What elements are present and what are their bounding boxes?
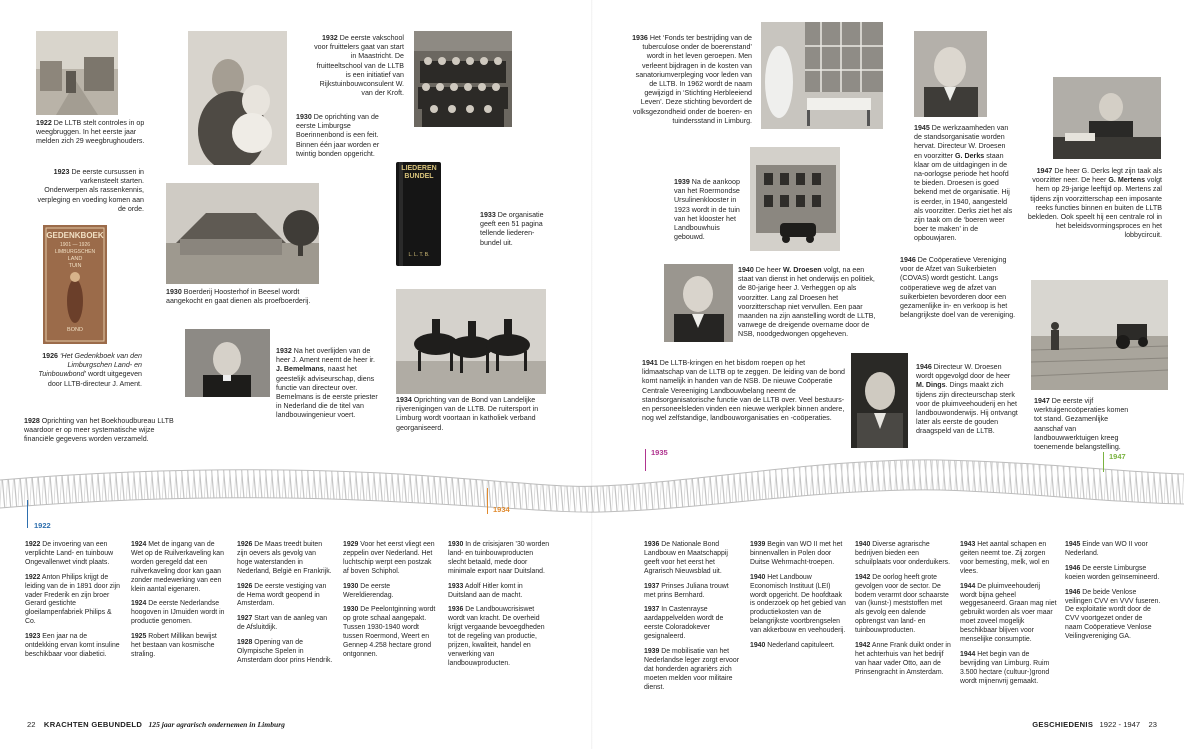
- text-1946-dings: 1946 Directeur W. Droesen wordt opgevolgd door de heer M. Dings. Dings maakt zich tijdens zijn directeurschap sterk voor de pluimveehouderij en het landbouwonderwijs. Hij ontvangt later als eerste de gouden draagspeld van de LLTB.: [916, 363, 1018, 436]
- page-number-right: 23: [1148, 720, 1157, 729]
- timeline-entry: [644, 648, 740, 693]
- text-1939-landbouwhuis: 1939 Na de aankoop van het Roermondse Ursulinenklooster in 1923 wordt in de tuin van het klooster het Landbouwhuis gebouwd.: [674, 178, 740, 242]
- timeline-entry-year: 1946: [1065, 588, 1081, 596]
- text-1936-tuberculose: 1936 Het ‘Fonds ter bestrijding van de tuberculose onder de boerenstand’ wordt in het leven geroepen. Men verleent bijdragen in de kosten van sanatoriumverpleging voor leden van de LLTB. In 1962 wordt de naam gewijzigd in ‘Stichting Herbleeiend Leven’. Deze stichting bevordert de volksgezondheid onder de boeren- en tuindersstand in Limburg.: [632, 34, 752, 125]
- bottom-column-7: [750, 541, 846, 657]
- timeline-entry-text: De Landbouwcrisiswet wordt van kracht. De overheid krijgt vergaande bevoegdheden tot de regeling van productie, prijzen, kwaliteit, handel en verwerking van landbouwproducten.: [448, 606, 545, 667]
- timeline-entry: [237, 541, 333, 577]
- timeline-entry-text: Met de ingang van de Wet op de Ruilverkaveling kan worden geregeld dat een ruilverkaveling door kan gaan zonder medewerking van een klein aantal eigenaren.: [131, 541, 224, 593]
- text-1941-nsb: 1941 De LLTB-kringen en het bisdom roepen op het lidmaatschap van de LLTB op te zeggen. De leiding van de bond komt namelijk in handen van de NSB. De nieuwe Coöperatie Centrale Vereeniging Landbouwbelang neemt de standsorganisatorische functie van de LLTB over. Veel bestuurs- en personeelsleden vinden een nieuwe werkplek binnen andere, nog wel zelfstandige, landbouworganisaties en -coöperaties.: [642, 359, 845, 423]
- timeline-entry-year: 1942: [855, 642, 871, 650]
- text-1930-hoosterhof: 1930 Boerderij Hoosterhof in Beesel wordt aangekocht en gaat dienen als proefboerderij.: [166, 288, 311, 306]
- timeline-entry: [343, 541, 437, 577]
- timeline-entry-text: Anne Frank duikt onder in het achterhuis van het bedrijf van haar vader Otto, aan de Prinsengracht in Amsterdam.: [855, 642, 951, 676]
- timeline-entry-text: De eerste vestiging van de Hema wordt geopend in Amsterdam.: [237, 582, 327, 608]
- timeline-entry-text: De Maas treedt buiten zijn oevers als gevolg van hoge waterstanden in Nederland, België en Frankrijk.: [237, 541, 332, 575]
- timeline-entry-year: 1924: [131, 541, 147, 548]
- bottom-column-1: [25, 541, 121, 666]
- text-1933-liederenbundel: 1933 De organisatie geeft een 51 pagina tellende liederen-bundel uit.: [480, 211, 544, 247]
- timeline-entry-text: De Nationale Bond Landbouw en Maatschappij geeft voor het eerst het Agrarisch Nieuwsblad uit.: [644, 541, 728, 575]
- timeline-entry: [1065, 565, 1161, 583]
- label-1934: 1934: [493, 505, 510, 514]
- timeline-entry-year: 1936: [448, 606, 464, 614]
- label-1935: 1935: [651, 448, 668, 457]
- timeline-entry-year: 1942: [855, 573, 871, 581]
- timeline-entry: [644, 541, 740, 577]
- timeline-entry-text: Robert Millikan bewijst het bestaan van kosmische straling.: [131, 633, 217, 658]
- timeline-entry-year: 1930: [448, 541, 464, 548]
- text-1945-derks: 1945 De werkzaamheden van de standsorganisatie worden hervat. Directeur W. Droesen en voorzitter G. Derks staan klaar om de uitdagingen in de na-oorlogse periode het hoofd te bieden. Droesen is goed bekend met de organisatie. Hij is eerder, in 1940, aangesteld als voorzitter. Derks ziet het als zijn taak om de ‘boeren weer boer te maken’ in de opbouwjaren.: [914, 124, 1013, 243]
- bottom-column-5: [448, 541, 550, 675]
- timeline-entry: [343, 583, 437, 601]
- timeline-entry-year: 1944: [960, 582, 976, 590]
- horses-riders-photo: [396, 289, 546, 394]
- chapter-title: GESCHIEDENIS: [1032, 720, 1094, 729]
- page-fold: [591, 0, 593, 749]
- label-1947: 1947: [1109, 452, 1126, 461]
- dings-portrait: [851, 353, 908, 448]
- timeline-entry-year: 1924: [131, 600, 147, 608]
- timeline-entry-text: De eerste Wereldierendag.: [343, 582, 394, 599]
- bottom-column-2: [131, 541, 227, 666]
- text-1946-covas: 1946 De Coöperatieve Vereniging voor de Afzet van Suikerbieten (COVAS) wordt gesticht. Langs coöperatieve weg de afzet van suikerbieten bevorderen door een gezamenlijke in- en verkoop is het belangrijkste doel van de vereniging.: [900, 256, 1016, 320]
- book-subtitle: 125 jaar agrarisch ondernemen in Limburg: [148, 720, 285, 729]
- book-line2: BUNDEL: [404, 173, 434, 180]
- gedenkboek-cover: [43, 225, 107, 344]
- mertens-desk-photo: [1053, 77, 1161, 159]
- timeline-entry: [1065, 589, 1161, 642]
- timeline-entry: [131, 541, 227, 594]
- gedenkboek-sub1: LIMBURGSCHEN: [54, 249, 96, 255]
- timeline-entry-year: 1929: [343, 541, 359, 548]
- timeline-entry-text: De beide Venlose veilingen CVV en VVV fuseren. De exploitatie wordt door de CVV voortgezet onder de naam Coöperatieve Venlose Veilingvereniging GA.: [1065, 588, 1161, 641]
- timeline-entry-text: Een jaar na de ontdekking ervan komt insuline beschikbaar voor diabetici.: [25, 633, 120, 658]
- timeline-entry-text: De eerste Limburgse koeien worden geïnsemineerd.: [1065, 564, 1160, 581]
- text-1934-rijverenigingen: 1934 Oprichting van de Bond van Landelijke rijverenigingen van de LLTB. De ruitersport in Limburg wordt voortaan in katholiek verband georganiseerd.: [396, 396, 539, 432]
- bottom-column-6: [644, 541, 740, 699]
- text-1928-boekhoudbureau: 1928 Oprichting van het Boekhoudbureau LLTB waardoor er op meer systematische wijze financiële gegevens worden verzameld.: [24, 417, 174, 444]
- timeline-entry-text: Voor het eerst vliegt een zeppelin over Nederland. Het luchtschip werpt een postzak af boven Schiphol.: [343, 541, 435, 575]
- timeline-entry-year: 1928: [237, 639, 253, 647]
- school-group-photo: [414, 31, 512, 127]
- timeline-entry: [855, 642, 951, 678]
- timeline-entry-text: De invoering van een verplichte Land- en tuinbouw Ongevallenwet vindt plaats.: [25, 541, 114, 566]
- timeline-entry-text: De mobilisatie van het Nederlandse leger zorgt ervoor dat honderden agrariërs zich moeten melden voor militaire dienst.: [644, 648, 739, 691]
- gedenkboek-sub2: LAND: [67, 256, 83, 262]
- footer-left: [27, 720, 285, 729]
- book-line1: LIEDEREN: [401, 165, 437, 172]
- timeline-entry-text: De eerste Nederlandse hoogoven in IJmuiden wordt in productie genomen.: [131, 600, 225, 626]
- text-1932-bemelmans: 1932 Na het overlijden van de heer J. Ament neemt de heer ir. J. Bemelmans, naast het geestelijk adviseurschap, diens functie van directeur over. Bemelmans is de eerste priester in Nederland die de titel van landbouwingenieur voert.: [276, 347, 378, 420]
- timeline-entry-text: Nederland capituleert.: [767, 642, 835, 650]
- timeline-entry-text: Opening van de Olympische Spelen in Amsterdam door prins Hendrik.: [237, 639, 333, 664]
- text-1923-cursussen: 1923 De eerste cursussen in varkensteelt starten. Onderwerpen als rassenkennis, verpleging en voeding komen aan de orde.: [37, 168, 144, 213]
- timeline-entry-text: Het Landbouw Economisch Instituut (LEI) wordt opgericht. De hoofdtaak is onderzoek op het gebied van productiekosten van de belangrijkste voortbrengselen van akkerbouw en veehouderij.: [750, 573, 846, 635]
- timeline-entry-year: 1945: [1065, 541, 1081, 548]
- timeline-entry-text: De oorlog heeft grote gevolgen voor de sector. De bodem verarmt door schaarste van (kunst-) meststoffen met als gevolg een dalende opbrengst van land- en tuinbouwproducten.: [855, 573, 949, 635]
- timeline-entry-text: In Castenrayse aardappelvelden wordt de eerste Coloradokever gesignaleerd.: [644, 606, 724, 641]
- mother-child-photo: [188, 31, 287, 165]
- text-1947-mertens: 1947 De heer G. Derks legt zijn taak als voorzitter neer. De heer G. Mertens volgt hem op 29-jarige leeftijd op. Mertens zal tijdens zijn voorzitterschap een imposante reeks functies binnen en buiten de LLTB bekleden. Ook speelt hij een centrale rol in het beleidsvormingsproces en het lobbycircuit.: [1027, 167, 1162, 240]
- timeline-entry-text: Adolf Hitler komt in Duitsland aan de macht.: [448, 582, 523, 599]
- timeline-entry: [855, 574, 951, 636]
- timeline-entry: [448, 583, 550, 601]
- text-1930-boerinnenbond: 1930 De oprichting van de eerste Limburgse Boerinnenbond is een feit. Binnen één jaar worden er twintig bonden opgericht.: [296, 113, 380, 158]
- timeline-entry: [25, 633, 121, 660]
- bottom-column-9: [960, 541, 1058, 693]
- timeline-entry-year: 1926: [237, 582, 253, 590]
- timeline-entry: [960, 541, 1058, 577]
- footer-right: [1032, 720, 1157, 729]
- page-number-left: 22: [27, 720, 36, 729]
- timeline-entry-year: 1925: [131, 633, 147, 641]
- timeline-entry: [25, 574, 121, 627]
- tick-1935: [645, 449, 646, 471]
- book-line3: L. L. T. B.: [408, 252, 430, 258]
- timeline-entry-year: 1937: [644, 606, 660, 614]
- timeline-entry: [448, 541, 550, 577]
- text-1922-weegbrug: 1922 De LLTB stelt controles in op weegbruggen. In het eerste jaar melden zich 29 weegbrughouders.: [36, 119, 145, 146]
- text-1932-fruitteeltschool: 1932 De eerste vakschool voor fruittelers gaat van start in Maastricht. De fruitteeltschool van de LLTB is een initiatief van Rijkstuinbouwconsulent W. van der Kroft.: [314, 34, 404, 98]
- timeline-entry-year: 1946: [1065, 564, 1081, 572]
- timeline-entry: [750, 574, 846, 636]
- timeline-entry: [960, 651, 1058, 687]
- gedenkboek-sub3: TUIN: [68, 263, 82, 269]
- text-1940-droesen: 1940 De heer W. Droesen volgt, na een staat van dienst in het onderwijs en politiek, de 80-jarige heer J. Verheggen op als voorzitter. Lang zal Droesen het voorzitterschap niet vervullen. Een paar maanden na zijn aanstelling wordt de LLTB, vanwege de dreigende overname door de NSB, noodgedwongen opgeheven.: [738, 266, 876, 339]
- gedenkboek-sub4: BOND: [67, 327, 83, 333]
- weighbridge-photo: [36, 31, 118, 115]
- timeline-entry-year: 1933: [448, 582, 464, 590]
- timeline-entry-text: Anton Philips krijgt de leiding van de in 1891 door zijn vader Frederik en zijn broer Gerard gestichte gloeilampenfabriek Philips & Co.: [25, 573, 121, 626]
- timeline-entry-text: Prinses Juliana trouwt met prins Bernhard.: [644, 582, 729, 599]
- timeline-entry-year: 1923: [25, 633, 41, 641]
- timeline-entry-text: Het aantal schapen en geiten neemt toe. Zij zorgen voor bemesting, melk, wol en vlees.: [960, 541, 1050, 575]
- liederenbundel-book: [396, 162, 441, 266]
- timeline-entry-year: 1943: [960, 541, 976, 548]
- tractor-field-photo: [1031, 280, 1168, 390]
- timeline-entry-year: 1926: [237, 541, 253, 548]
- timeline-entry-text: Het begin van de bevrijding van Limburg. Ruim 3.500 hectare (cultuur-)grond wordt mijnenvrij gemaakt.: [960, 650, 1050, 685]
- sanatorium-photo: [761, 22, 883, 129]
- bottom-column-4: [343, 541, 437, 666]
- timeline-entry-text: In de crisisjaren ’30 worden land- en tuinbouwproducten slecht betaald, mede door minimale export naar Duitsland.: [448, 541, 550, 575]
- timeline-entry-year: 1939: [750, 541, 766, 548]
- bottom-column-8: [855, 541, 951, 684]
- timeline-entry-year: 1922: [25, 573, 41, 581]
- timeline-entry: [237, 615, 333, 633]
- hoosterhof-farm-photo: [166, 183, 319, 284]
- timeline-entry-text: Einde van WO II voor Nederland.: [1065, 541, 1148, 557]
- timeline-entry-text: Diverse agrarische bedrijven bieden een schuilplaats voor onderduikers.: [855, 541, 950, 566]
- timeline-entry: [237, 583, 333, 610]
- label-1922: 1922: [34, 521, 51, 530]
- timeline-entry-year: 1937: [644, 582, 660, 590]
- bottom-column-10: [1065, 541, 1161, 648]
- timeline-entry: [131, 633, 227, 660]
- chapter-years: 1922 - 1947: [1099, 720, 1141, 729]
- derks-portrait: [914, 31, 987, 117]
- book-title: KRACHTEN GEBUNDELD: [43, 720, 143, 729]
- timeline-entry-year: 1936: [644, 541, 660, 548]
- timeline-entry: [750, 541, 846, 568]
- timeline-entry: [750, 642, 846, 651]
- text-1926-gedenkboek: 1926 ‘Het Gedenkboek van den Limburgschen Land- en Tuinbouwbond’ wordt uitgegeven door LLTB-directeur J. Ament.: [38, 352, 142, 388]
- timeline-entry-text: Begin van WO II met het binnenvallen in Polen door Duitse Wehrmacht-troepen.: [750, 541, 843, 566]
- landbouwhuis-photo: [750, 147, 840, 251]
- timeline-entry: [237, 639, 333, 666]
- timeline-entry: [960, 583, 1058, 645]
- text-1947-werktuigen: 1947 De eerste vijf werktuigencoöperaties komen tot stand. Gezamenlijke aanschaf van landbouwwerktuigen kreeg toenemende belangstelling.: [1034, 397, 1129, 452]
- timeline-entry: [343, 606, 437, 659]
- timeline-entry: [644, 606, 740, 642]
- timeline-entry: [25, 541, 121, 568]
- gedenkboek-years: 1901 — 1926: [59, 242, 91, 248]
- timeline-entry-year: 1940: [855, 541, 871, 548]
- bottom-column-3: [237, 541, 333, 672]
- timeline-entry-year: 1940: [750, 642, 766, 650]
- tick-1922: [27, 500, 28, 528]
- timeline-entry-text: De pluimveehouderij wordt bijna geheel weggesaneerd. Graan mag niet gebruikt worden als voer maar moet zoveel mogelijk beschikbaar blijven voor menselijke consumptie.: [960, 582, 1057, 644]
- timeline-entry-year: 1939: [644, 648, 660, 656]
- tick-1947: [1103, 452, 1104, 472]
- bemelmans-portrait: [185, 329, 270, 397]
- timeline-entry-year: 1930: [343, 582, 359, 590]
- droesen-portrait: [664, 264, 733, 342]
- timeline-entry-text: Start van de aanleg van de Afsluitdijk.: [237, 615, 328, 632]
- timeline-entry: [131, 600, 227, 627]
- timeline-entry-year: 1927: [237, 615, 253, 623]
- gedenkboek-title: GEDENKBOEK: [46, 231, 104, 240]
- timeline-entry: [644, 583, 740, 601]
- timeline-entry-year: 1944: [960, 650, 976, 658]
- timeline-entry-year: 1940: [750, 573, 766, 581]
- tick-1934: [487, 488, 488, 514]
- timeline-entry: [1065, 541, 1161, 559]
- timeline-entry: [855, 541, 951, 568]
- timeline-entry-year: 1930: [343, 606, 359, 614]
- timeline-entry-year: 1922: [25, 541, 41, 548]
- timeline-entry-text: De Peelontginning wordt op grote schaal aangepakt. Tussen 1930-1940 wordt tussen Roermond, Weert en Gennep 4.258 hectare grond ontgonnen.: [343, 606, 436, 658]
- timeline-entry: [448, 606, 550, 668]
